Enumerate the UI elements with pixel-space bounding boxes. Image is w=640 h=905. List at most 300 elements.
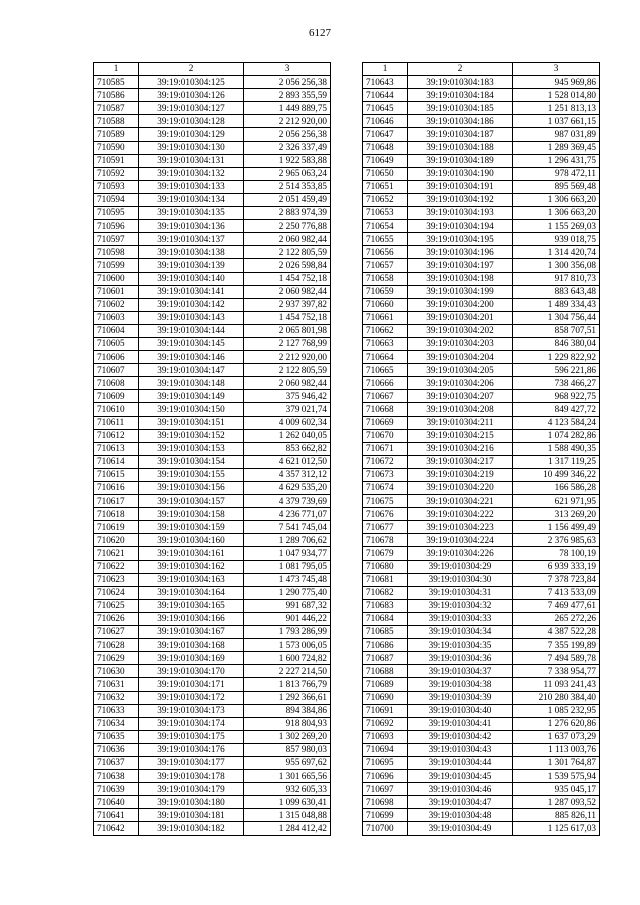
- value-cell: 1 113 003,76: [513, 743, 600, 756]
- row-number-cell: 710686: [363, 639, 408, 652]
- row-number-cell: 710635: [94, 730, 139, 743]
- cadastral-number-cell: 39:19:010304:187: [408, 128, 513, 141]
- table-row: [94, 809, 331, 822]
- row-number-cell: 710603: [94, 311, 139, 324]
- table-row: [363, 115, 600, 128]
- cadastral-number-cell: 39:19:010304:193: [408, 207, 513, 220]
- cadastral-number-cell: 39:19:010304:170: [139, 665, 244, 678]
- table-row: [94, 311, 331, 324]
- value-cell: 1 300 356,08: [513, 259, 600, 272]
- value-cell: 11 093 241,43: [513, 678, 600, 691]
- cadastral-number-cell: 39:19:010304:192: [408, 193, 513, 206]
- row-number-cell: 710676: [363, 508, 408, 521]
- value-cell: 1 302 269,20: [244, 730, 331, 743]
- table-row: [94, 272, 331, 285]
- value-cell: 1 099 630,41: [244, 796, 331, 809]
- value-cell: 1 637 073,29: [513, 730, 600, 743]
- table-row: [94, 756, 331, 769]
- right-table: [362, 62, 600, 836]
- value-cell: 1 306 663,20: [513, 193, 600, 206]
- value-cell: 1 301 665,56: [244, 770, 331, 783]
- table-row: [94, 403, 331, 416]
- row-number-cell: 710595: [94, 207, 139, 220]
- table-row: [94, 560, 331, 573]
- row-number-cell: 710604: [94, 324, 139, 337]
- row-number-cell: 710677: [363, 521, 408, 534]
- value-cell: 1 301 764,87: [513, 756, 600, 769]
- table-row: [363, 822, 600, 835]
- cadastral-number-cell: 39:19:010304:205: [408, 364, 513, 377]
- table-row: [363, 324, 600, 337]
- row-number-cell: 710624: [94, 586, 139, 599]
- row-number-cell: 710614: [94, 455, 139, 468]
- row-number-cell: 710637: [94, 756, 139, 769]
- cadastral-number-cell: 39:19:010304:166: [139, 612, 244, 625]
- value-cell: 2 122 805,59: [244, 364, 331, 377]
- cadastral-number-cell: 39:19:010304:165: [139, 599, 244, 612]
- value-cell: 885 826,11: [513, 809, 600, 822]
- cadastral-number-cell: 39:19:010304:128: [139, 115, 244, 128]
- cadastral-number-cell: 39:19:010304:40: [408, 704, 513, 717]
- table-row: [363, 626, 600, 639]
- cadastral-number-cell: 39:19:010304:200: [408, 298, 513, 311]
- value-cell: 895 569,48: [513, 180, 600, 193]
- table-row: [94, 547, 331, 560]
- row-number-cell: 710645: [363, 102, 408, 115]
- row-number-cell: 710647: [363, 128, 408, 141]
- cadastral-number-cell: 39:19:010304:137: [139, 233, 244, 246]
- row-number-cell: 710648: [363, 141, 408, 154]
- row-number-cell: 710589: [94, 128, 139, 141]
- table-row: [363, 167, 600, 180]
- cadastral-number-cell: 39:19:010304:35: [408, 639, 513, 652]
- table-row: [363, 704, 600, 717]
- value-cell: 2 065 801,98: [244, 324, 331, 337]
- row-number-cell: 710625: [94, 599, 139, 612]
- table-row: [94, 180, 331, 193]
- value-cell: 894 384,86: [244, 704, 331, 717]
- table-row: [94, 678, 331, 691]
- value-cell: 1 156 499,49: [513, 521, 600, 534]
- value-cell: 4 387 522,28: [513, 626, 600, 639]
- value-cell: 1 047 934,77: [244, 547, 331, 560]
- row-number-cell: 710619: [94, 521, 139, 534]
- cadastral-number-cell: 39:19:010304:211: [408, 416, 513, 429]
- row-number-cell: 710674: [363, 482, 408, 495]
- table-row: [94, 102, 331, 115]
- value-cell: 939 018,75: [513, 233, 600, 246]
- table-row: [363, 521, 600, 534]
- table-row: [94, 193, 331, 206]
- value-cell: 978 472,11: [513, 167, 600, 180]
- value-cell: 7 338 954,77: [513, 665, 600, 678]
- cadastral-number-cell: 39:19:010304:179: [139, 783, 244, 796]
- cadastral-number-cell: 39:19:010304:171: [139, 678, 244, 691]
- value-cell: 7 469 477,61: [513, 599, 600, 612]
- row-number-cell: 710639: [94, 783, 139, 796]
- table-row: [363, 429, 600, 442]
- cadastral-number-cell: 39:19:010304:184: [408, 89, 513, 102]
- row-number-cell: 710698: [363, 796, 408, 809]
- cadastral-number-cell: 39:19:010304:180: [139, 796, 244, 809]
- row-number-cell: 710642: [94, 822, 139, 835]
- cadastral-number-cell: 39:19:010304:223: [408, 521, 513, 534]
- cadastral-number-cell: 39:19:010304:168: [139, 639, 244, 652]
- value-cell: 968 922,75: [513, 390, 600, 403]
- table-row: [363, 534, 600, 547]
- row-number-cell: 710594: [94, 193, 139, 206]
- value-cell: 1 588 490,35: [513, 442, 600, 455]
- cadastral-number-cell: 39:19:010304:163: [139, 573, 244, 586]
- cadastral-number-cell: 39:19:010304:194: [408, 220, 513, 233]
- cadastral-number-cell: 39:19:010304:45: [408, 770, 513, 783]
- cadastral-number-cell: 39:19:010304:159: [139, 521, 244, 534]
- row-number-cell: 710671: [363, 442, 408, 455]
- cadastral-number-cell: 39:19:010304:186: [408, 115, 513, 128]
- cadastral-number-cell: 39:19:010304:144: [139, 324, 244, 337]
- table-row: [94, 442, 331, 455]
- table-row: [94, 495, 331, 508]
- row-number-cell: 710658: [363, 272, 408, 285]
- table-row: [363, 547, 600, 560]
- cadastral-number-cell: 39:19:010304:162: [139, 560, 244, 573]
- row-number-cell: 710694: [363, 743, 408, 756]
- value-cell: 1 793 286,99: [244, 626, 331, 639]
- row-number-cell: 710681: [363, 573, 408, 586]
- row-number-cell: 710683: [363, 599, 408, 612]
- row-number-cell: 710684: [363, 612, 408, 625]
- row-number-cell: 710634: [94, 717, 139, 730]
- table-row: [363, 180, 600, 193]
- row-number-cell: 710651: [363, 180, 408, 193]
- value-cell: 2 376 985,63: [513, 534, 600, 547]
- cadastral-number-cell: 39:19:010304:151: [139, 416, 244, 429]
- table-row: [363, 652, 600, 665]
- table-row: [94, 730, 331, 743]
- table-row: [363, 573, 600, 586]
- value-cell: 7 378 723,84: [513, 573, 600, 586]
- table-row: [363, 495, 600, 508]
- cadastral-number-cell: 39:19:010304:39: [408, 691, 513, 704]
- cadastral-number-cell: 39:19:010304:164: [139, 586, 244, 599]
- cadastral-number-cell: 39:19:010304:130: [139, 141, 244, 154]
- table-row: [363, 311, 600, 324]
- table-row: [363, 337, 600, 350]
- row-number-cell: 710667: [363, 390, 408, 403]
- cadastral-number-cell: 39:19:010304:198: [408, 272, 513, 285]
- table-row: [363, 639, 600, 652]
- row-number-cell: 710602: [94, 298, 139, 311]
- table-row: [94, 704, 331, 717]
- table-row: [363, 612, 600, 625]
- value-cell: 7 355 199,89: [513, 639, 600, 652]
- row-number-cell: 710685: [363, 626, 408, 639]
- cadastral-number-cell: 39:19:010304:217: [408, 455, 513, 468]
- table-row: [94, 508, 331, 521]
- value-cell: 265 272,26: [513, 612, 600, 625]
- table-row: [363, 416, 600, 429]
- table-row: [363, 102, 600, 115]
- cadastral-number-cell: 39:19:010304:143: [139, 311, 244, 324]
- table-row: [363, 351, 600, 364]
- cadastral-number-cell: 39:19:010304:190: [408, 167, 513, 180]
- cadastral-number-cell: 39:19:010304:203: [408, 337, 513, 350]
- cadastral-number-cell: 39:19:010304:177: [139, 756, 244, 769]
- value-cell: 1 262 040,05: [244, 429, 331, 442]
- cadastral-number-cell: 39:19:010304:199: [408, 285, 513, 298]
- value-cell: 1 317 119,25: [513, 455, 600, 468]
- value-cell: 883 643,48: [513, 285, 600, 298]
- row-number-cell: 710593: [94, 180, 139, 193]
- row-number-cell: 710659: [363, 285, 408, 298]
- row-number-cell: 710680: [363, 560, 408, 573]
- value-cell: 2 250 776,88: [244, 220, 331, 233]
- cadastral-number-cell: 39:19:010304:156: [139, 482, 244, 495]
- row-number-cell: 710700: [363, 822, 408, 835]
- table-row: [94, 220, 331, 233]
- value-cell: 917 810,73: [513, 272, 600, 285]
- row-number-cell: 710620: [94, 534, 139, 547]
- cadastral-number-cell: 39:19:010304:208: [408, 403, 513, 416]
- table-row: [363, 259, 600, 272]
- table-row: [363, 717, 600, 730]
- cadastral-number-cell: 39:19:010304:32: [408, 599, 513, 612]
- value-cell: 1 081 795,05: [244, 560, 331, 573]
- cadastral-number-cell: 39:19:010304:131: [139, 154, 244, 167]
- row-number-cell: 710627: [94, 626, 139, 639]
- table-row: [363, 233, 600, 246]
- value-cell: 2 965 063,24: [244, 167, 331, 180]
- value-cell: 935 045,17: [513, 783, 600, 796]
- value-cell: 918 804,93: [244, 717, 331, 730]
- table-row: [94, 324, 331, 337]
- cadastral-number-cell: 39:19:010304:181: [139, 809, 244, 822]
- value-cell: 2 060 982,44: [244, 285, 331, 298]
- cadastral-number-cell: 39:19:010304:150: [139, 403, 244, 416]
- table-row: [94, 521, 331, 534]
- row-number-cell: 710591: [94, 154, 139, 167]
- table-row: [363, 442, 600, 455]
- row-number-cell: 710633: [94, 704, 139, 717]
- table-row: [94, 717, 331, 730]
- row-number-cell: 710605: [94, 337, 139, 350]
- value-cell: 7 494 589,78: [513, 652, 600, 665]
- table-row: [94, 246, 331, 259]
- row-number-cell: 710596: [94, 220, 139, 233]
- value-cell: 166 586,28: [513, 482, 600, 495]
- cadastral-number-cell: 39:19:010304:33: [408, 612, 513, 625]
- value-cell: 901 446,22: [244, 612, 331, 625]
- value-cell: 313 269,20: [513, 508, 600, 521]
- table-row: [94, 154, 331, 167]
- table-row: [94, 141, 331, 154]
- value-cell: 10 499 346,22: [513, 468, 600, 481]
- value-cell: 596 221,86: [513, 364, 600, 377]
- table-row: [363, 220, 600, 233]
- table-row: [363, 377, 600, 390]
- row-number-cell: 710626: [94, 612, 139, 625]
- cadastral-number-cell: 39:19:010304:178: [139, 770, 244, 783]
- table-row: [94, 259, 331, 272]
- table-row: [94, 796, 331, 809]
- value-cell: 379 021,74: [244, 403, 331, 416]
- row-number-cell: 710592: [94, 167, 139, 180]
- row-number-cell: 710672: [363, 455, 408, 468]
- value-cell: 955 697,62: [244, 756, 331, 769]
- row-number-cell: 710689: [363, 678, 408, 691]
- value-cell: 1 289 369,45: [513, 141, 600, 154]
- row-number-cell: 710657: [363, 259, 408, 272]
- value-cell: 1 037 661,15: [513, 115, 600, 128]
- table-row: [94, 822, 331, 835]
- value-cell: 4 123 584,24: [513, 416, 600, 429]
- value-cell: 1 454 752,18: [244, 272, 331, 285]
- row-number-cell: 710640: [94, 796, 139, 809]
- row-number-cell: 710628: [94, 639, 139, 652]
- value-cell: 1 306 663,20: [513, 207, 600, 220]
- cadastral-number-cell: 39:19:010304:197: [408, 259, 513, 272]
- cadastral-number-cell: 39:19:010304:125: [139, 76, 244, 89]
- cadastral-number-cell: 39:19:010304:215: [408, 429, 513, 442]
- cadastral-number-cell: 39:19:010304:43: [408, 743, 513, 756]
- value-cell: 1 229 822,92: [513, 351, 600, 364]
- row-number-cell: 710601: [94, 285, 139, 298]
- value-cell: 2 326 337,49: [244, 141, 331, 154]
- row-number-cell: 710612: [94, 429, 139, 442]
- row-number-cell: 710618: [94, 508, 139, 521]
- row-number-cell: 710643: [363, 76, 408, 89]
- cadastral-number-cell: 39:19:010304:202: [408, 324, 513, 337]
- value-cell: 1 125 617,03: [513, 822, 600, 835]
- row-number-cell: 710586: [94, 89, 139, 102]
- value-cell: 4 621 012,50: [244, 455, 331, 468]
- cadastral-number-cell: 39:19:010304:191: [408, 180, 513, 193]
- row-number-cell: 710652: [363, 193, 408, 206]
- row-number-cell: 710661: [363, 311, 408, 324]
- table-row: [363, 678, 600, 691]
- row-number-cell: 710607: [94, 364, 139, 377]
- value-cell: 932 605,33: [244, 783, 331, 796]
- table-row: [363, 246, 600, 259]
- value-cell: 1 449 889,75: [244, 102, 331, 115]
- cadastral-number-cell: 39:19:010304:222: [408, 508, 513, 521]
- table-row: [363, 272, 600, 285]
- row-number-cell: 710699: [363, 809, 408, 822]
- value-cell: 210 280 384,40: [513, 691, 600, 704]
- column-header: 3: [513, 63, 600, 76]
- cadastral-number-cell: 39:19:010304:38: [408, 678, 513, 691]
- cadastral-number-cell: 39:19:010304:152: [139, 429, 244, 442]
- value-cell: 2 127 768,99: [244, 337, 331, 350]
- row-number-cell: 710606: [94, 351, 139, 364]
- value-cell: 1 315 048,88: [244, 809, 331, 822]
- cadastral-number-cell: 39:19:010304:195: [408, 233, 513, 246]
- cadastral-number-cell: 39:19:010304:173: [139, 704, 244, 717]
- value-cell: 2 056 256,38: [244, 128, 331, 141]
- table-row: [363, 468, 600, 481]
- table-row: [363, 586, 600, 599]
- row-number-cell: 710670: [363, 429, 408, 442]
- cadastral-number-cell: 39:19:010304:161: [139, 547, 244, 560]
- value-cell: 4 236 771,07: [244, 508, 331, 521]
- table-row: [94, 612, 331, 625]
- table-row: [363, 390, 600, 403]
- cadastral-number-cell: 39:19:010304:149: [139, 390, 244, 403]
- cadastral-number-cell: 39:19:010304:37: [408, 665, 513, 678]
- cadastral-number-cell: 39:19:010304:189: [408, 154, 513, 167]
- table-row: [363, 207, 600, 220]
- table-row: [94, 115, 331, 128]
- cadastral-number-cell: 39:19:010304:30: [408, 573, 513, 586]
- cadastral-number-cell: 39:19:010304:175: [139, 730, 244, 743]
- cadastral-number-cell: 39:19:010304:176: [139, 743, 244, 756]
- cadastral-number-cell: 39:19:010304:174: [139, 717, 244, 730]
- value-cell: 4 629 535,20: [244, 482, 331, 495]
- row-number-cell: 710600: [94, 272, 139, 285]
- table-row: [363, 482, 600, 495]
- cadastral-number-cell: 39:19:010304:160: [139, 534, 244, 547]
- row-number-cell: 710662: [363, 324, 408, 337]
- table-row: [94, 285, 331, 298]
- cadastral-number-cell: 39:19:010304:183: [408, 76, 513, 89]
- cadastral-number-cell: 39:19:010304:129: [139, 128, 244, 141]
- table-row: [363, 770, 600, 783]
- cadastral-number-cell: 39:19:010304:207: [408, 390, 513, 403]
- cadastral-number-cell: 39:19:010304:185: [408, 102, 513, 115]
- column-header: 2: [408, 63, 513, 76]
- value-cell: 1 304 756,44: [513, 311, 600, 324]
- cadastral-number-cell: 39:19:010304:31: [408, 586, 513, 599]
- cadastral-number-cell: 39:19:010304:134: [139, 193, 244, 206]
- table-row: [363, 809, 600, 822]
- value-cell: 1 539 575,94: [513, 770, 600, 783]
- row-number-cell: 710588: [94, 115, 139, 128]
- table-row: [94, 207, 331, 220]
- cadastral-number-cell: 39:19:010304:36: [408, 652, 513, 665]
- table-row: [363, 756, 600, 769]
- value-cell: 2 060 982,44: [244, 233, 331, 246]
- table-row: [363, 76, 600, 89]
- value-cell: 1 251 813,13: [513, 102, 600, 115]
- value-cell: 2 937 397,82: [244, 298, 331, 311]
- row-number-cell: 710617: [94, 495, 139, 508]
- cadastral-number-cell: 39:19:010304:172: [139, 691, 244, 704]
- cadastral-number-cell: 39:19:010304:44: [408, 756, 513, 769]
- cadastral-number-cell: 39:19:010304:158: [139, 508, 244, 521]
- cadastral-number-cell: 39:19:010304:47: [408, 796, 513, 809]
- cadastral-number-cell: 39:19:010304:142: [139, 298, 244, 311]
- cadastral-number-cell: 39:19:010304:221: [408, 495, 513, 508]
- table-row: [94, 364, 331, 377]
- table-row: [363, 128, 600, 141]
- row-number-cell: 710599: [94, 259, 139, 272]
- row-number-cell: 710682: [363, 586, 408, 599]
- row-number-cell: 710608: [94, 377, 139, 390]
- table-row: [94, 298, 331, 311]
- table-row: [94, 639, 331, 652]
- cadastral-number-cell: 39:19:010304:220: [408, 482, 513, 495]
- value-cell: 1 155 269,03: [513, 220, 600, 233]
- table-row: [94, 390, 331, 403]
- row-number-cell: 710649: [363, 154, 408, 167]
- cadastral-number-cell: 39:19:010304:154: [139, 455, 244, 468]
- cadastral-number-cell: 39:19:010304:136: [139, 220, 244, 233]
- column-header: 1: [94, 63, 139, 76]
- row-number-cell: 710615: [94, 468, 139, 481]
- table-row: [94, 416, 331, 429]
- cadastral-number-cell: 39:19:010304:46: [408, 783, 513, 796]
- value-cell: 738 466,27: [513, 377, 600, 390]
